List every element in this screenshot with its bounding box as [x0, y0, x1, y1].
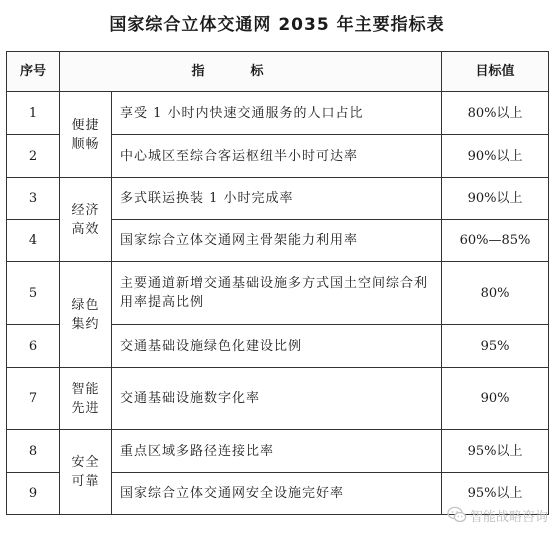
watermark-text: 智能战略咨询	[469, 509, 548, 525]
row-number: 1	[7, 92, 60, 135]
row-number: 2	[7, 135, 60, 178]
wechat-icon	[447, 506, 467, 524]
category-line: 高效	[71, 221, 100, 237]
indicator-cell: 交通基础设施绿色化建设比例	[112, 325, 442, 368]
row-number: 3	[7, 178, 60, 220]
target-cell: 95%	[442, 325, 549, 368]
table-title: 国家综合立体交通网 2035 年主要指标表	[109, 15, 445, 35]
table-row	[7, 178, 549, 220]
target-cell: 80%	[442, 262, 549, 325]
target-cell: 80%以上	[442, 92, 549, 135]
category-cell	[60, 92, 112, 178]
indicator-cell: 国家综合立体交通网安全设施完好率	[112, 473, 442, 515]
category-line: 绿色	[71, 297, 100, 313]
category-line: 集约	[71, 316, 100, 332]
indicator-cell: 国家综合立体交通网主骨架能力利用率	[112, 220, 442, 262]
target-cell: 90%	[442, 368, 549, 430]
category-line: 顺畅	[71, 136, 100, 152]
category-cell	[60, 178, 112, 262]
row-number: 8	[7, 430, 60, 473]
row-number: 4	[7, 220, 60, 262]
category-cell	[60, 430, 112, 515]
row-number: 6	[7, 325, 60, 368]
category-line: 智能	[71, 381, 100, 397]
category-line: 经济	[71, 202, 100, 218]
table-row	[7, 368, 549, 430]
header-indicator-label: 指标	[191, 64, 310, 79]
indicator-cell: 享受 1 小时内快速交通服务的人口占比	[112, 92, 442, 135]
category-cell	[60, 262, 112, 368]
header-row	[7, 52, 549, 92]
target-cell: 90%以上	[442, 135, 549, 178]
table-row	[7, 430, 549, 473]
indicator-table	[6, 51, 549, 515]
category-cell	[60, 368, 112, 430]
indicator-cell: 多式联运换装 1 小时完成率	[112, 178, 442, 220]
indicator-cell: 交通基础设施数字化率	[112, 368, 442, 430]
category-line: 安全	[71, 455, 100, 470]
header-no: 序号	[7, 52, 60, 92]
watermark	[447, 504, 548, 526]
category-line: 先进	[71, 400, 100, 416]
row-number: 9	[7, 473, 60, 515]
category-line: 可靠	[71, 474, 100, 489]
indicator-cell: 重点区域多路径连接比率	[112, 430, 442, 473]
row-number: 5	[7, 262, 60, 325]
row-number: 7	[7, 368, 60, 430]
target-cell: 95%以上	[442, 430, 549, 473]
target-cell: 60%—85%	[442, 220, 549, 262]
category-line: 便捷	[71, 117, 100, 133]
table-row	[7, 262, 549, 325]
target-cell: 90%以上	[442, 178, 549, 220]
indicator-cell: 主要通道新增交通基础设施多方式国土空间综合利用率提高比例	[112, 262, 442, 325]
table-row	[7, 92, 549, 135]
header-target: 目标值	[442, 52, 549, 92]
header-indicator	[60, 52, 442, 92]
indicator-cell: 中心城区至综合客运枢纽半小时可达率	[112, 135, 442, 178]
target-cell: 95%以上	[442, 473, 549, 515]
